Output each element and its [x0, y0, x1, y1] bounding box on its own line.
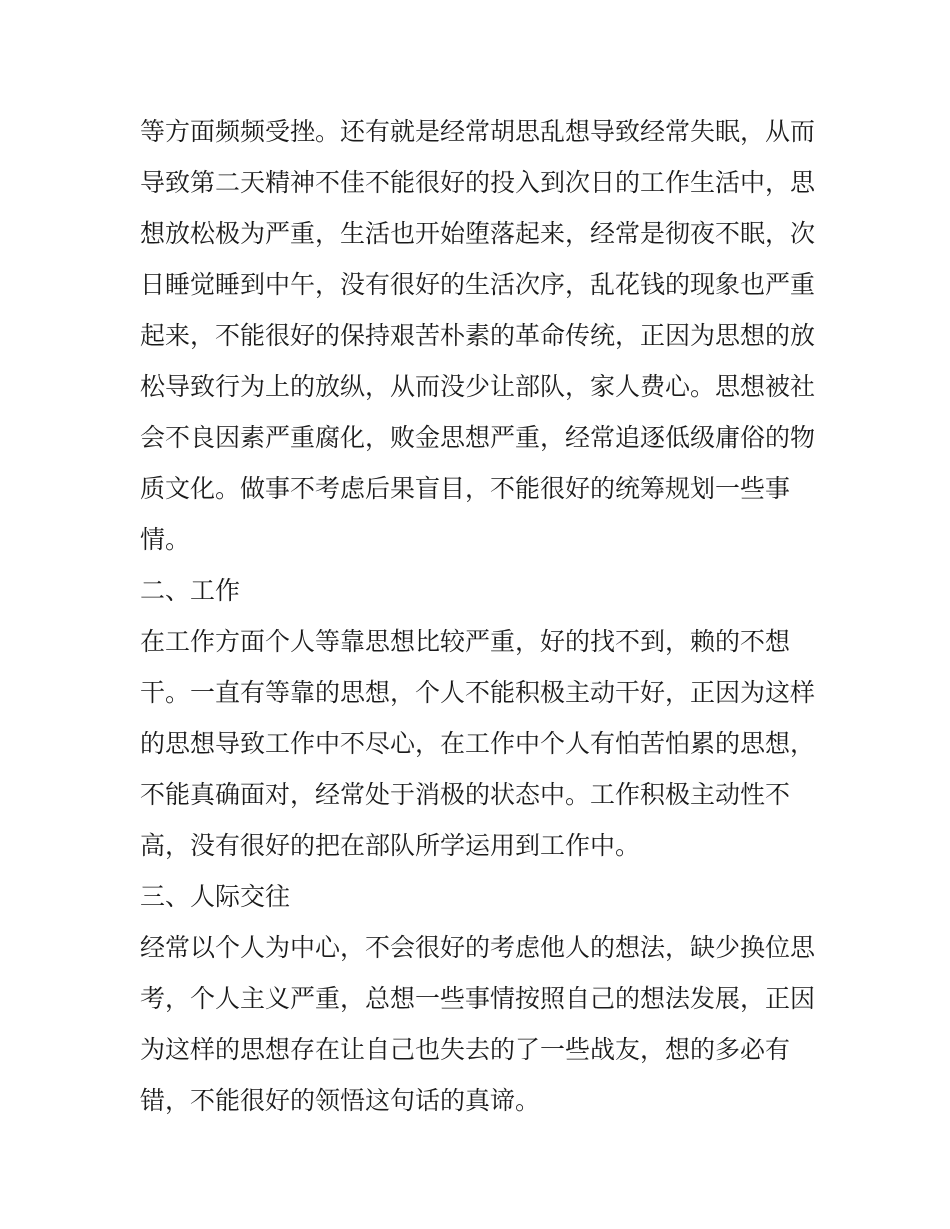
text-line: 高，没有很好的把在部队所学运用到工作中。	[140, 831, 641, 860]
text-line: 会不良因素严重腐化，败金思想严重，经常追逐低级庸俗的物	[140, 423, 816, 452]
text-line: 的思想导致工作中不尽心，在工作中个人有怕苦怕累的思想，	[140, 729, 816, 758]
section-heading-work: 二、工作	[140, 576, 241, 605]
text-line: 考，个人主义严重，总想一些事情按照自己的想法发展，正因	[140, 984, 816, 1013]
text-line: 为这样的思想存在让自己也失去的了一些战友，想的多必有	[140, 1035, 791, 1064]
text-line: 日睡觉睡到中午，没有很好的生活次序，乱花钱的现象也严重	[140, 270, 816, 299]
text-line: 干。一直有等靠的思想，个人不能积极主动干好，正因为这样	[140, 678, 816, 707]
text-line: 想放松极为严重，生活也开始堕落起来，经常是彻夜不眠，次	[140, 219, 816, 248]
document-body	[140, 106, 820, 1126]
text-line: 不能真确面对，经常处于消极的状态中。工作积极主动性不	[140, 780, 791, 809]
text-line: 情。	[140, 525, 191, 554]
text-line: 经常以个人为中心，不会很好的考虑他人的想法，缺少换位思	[140, 933, 816, 962]
text-line: 错，不能很好的领悟这句话的真谛。	[140, 1086, 541, 1115]
text-line: 等方面频频受挫。还有就是经常胡思乱想导致经常失眠，从而	[140, 117, 816, 146]
section-heading-interpersonal: 三、人际交往	[140, 882, 291, 911]
text-line: 质文化。做事不考虑后果盲目，不能很好的统筹规划一些事	[140, 474, 791, 503]
text-line: 松导致行为上的放纵，从而没少让部队，家人费心。思想被社	[140, 372, 816, 401]
text-line: 导致第二天精神不佳不能很好的投入到次日的工作生活中，思	[140, 168, 816, 197]
text-line: 在工作方面个人等靠思想比较严重，好的找不到，赖的不想	[140, 627, 791, 656]
text-line: 起来，不能很好的保持艰苦朴素的革命传统，正因为思想的放	[140, 321, 816, 350]
